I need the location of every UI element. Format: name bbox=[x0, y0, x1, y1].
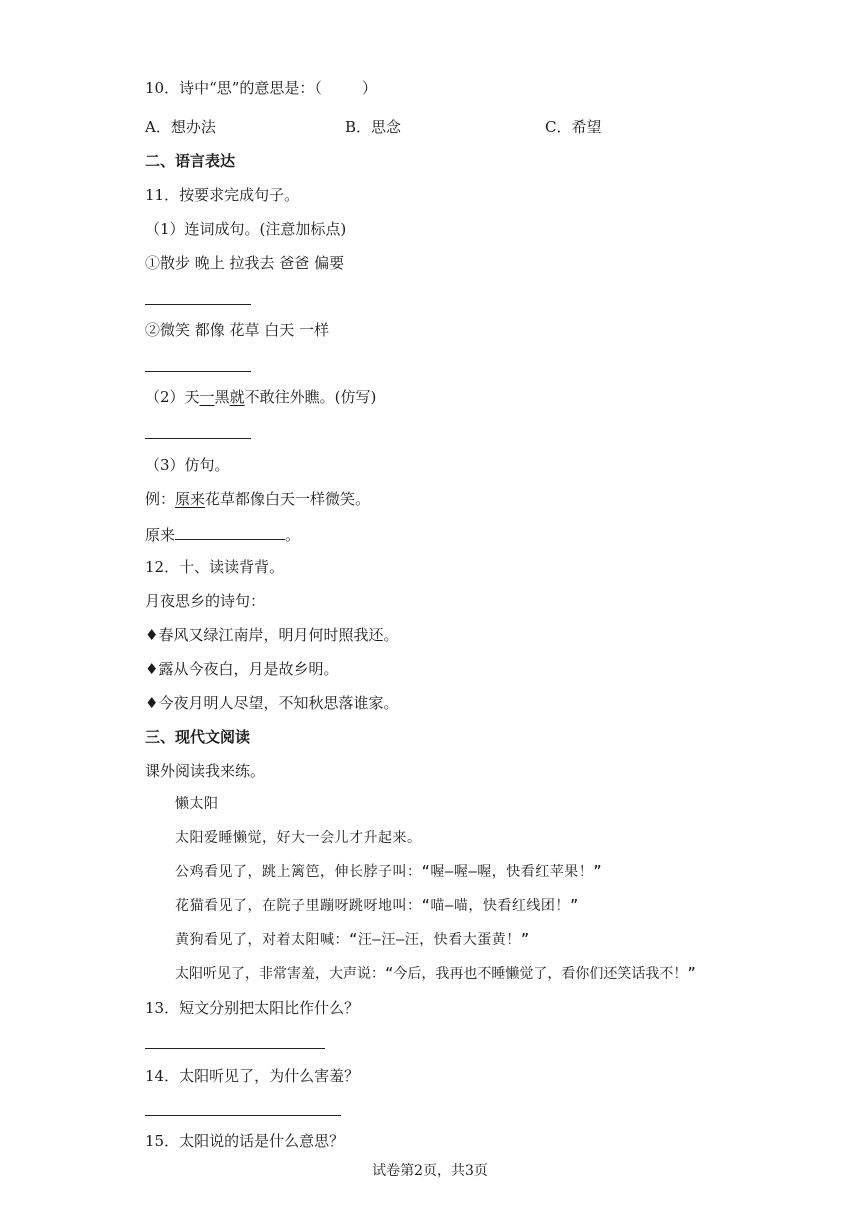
poem-line: ♦今夜月明人尽望，不知秋思落谁家。 bbox=[145, 694, 399, 712]
answer-line[interactable] bbox=[145, 371, 251, 372]
question-11-item-2: ②微笑 都像 花草 白天 一样 bbox=[145, 321, 330, 339]
answer-sentence bbox=[145, 523, 300, 545]
example-sentence bbox=[145, 489, 370, 509]
poem-intro: 月夜思乡的诗句： bbox=[145, 592, 266, 610]
section-2-title: 二、语言表达 bbox=[145, 152, 236, 170]
part-2-text: （2）天 bbox=[145, 388, 200, 406]
example-underlined-word: 原来 bbox=[175, 490, 206, 508]
question-10-options bbox=[145, 117, 601, 137]
answer-prefix: 原来 bbox=[145, 526, 176, 544]
part-2-underlined-word: 就 bbox=[229, 388, 245, 406]
question-11-part-2 bbox=[145, 387, 376, 407]
question-10-text: 10．诗中“思”的意思是：（ bbox=[145, 79, 322, 97]
question-11-part-3: （3）仿句。 bbox=[145, 456, 230, 474]
question-13-stem: 13．短文分别把太阳比作什么？ bbox=[145, 999, 360, 1017]
example-prefix: 例： bbox=[145, 490, 176, 508]
passage-title: 懒太阳 bbox=[175, 796, 219, 812]
option-a: A．想办法 bbox=[145, 118, 216, 136]
question-12-stem: 12．十、读读背背。 bbox=[145, 558, 285, 576]
part-2-underlined-word: 一 bbox=[199, 388, 215, 406]
answer-line[interactable] bbox=[145, 1115, 341, 1116]
passage-paragraph: 花猫看见了，在院子里蹦呀跳呀地叫：“喵—喵，快看红线团！” bbox=[175, 898, 579, 914]
answer-blank[interactable] bbox=[175, 523, 285, 540]
passage-paragraph: 太阳听见了，非常害羞，大声说：“今后，我再也不睡懒觉了，看你们还笑话我不！” bbox=[175, 966, 696, 982]
example-rest: 花草都像白天一样微笑。 bbox=[205, 490, 371, 508]
answer-suffix: 。 bbox=[285, 526, 301, 544]
option-c: C．希望 bbox=[545, 118, 602, 136]
part-2-text: 黑 bbox=[214, 388, 230, 406]
answer-line[interactable] bbox=[145, 1048, 325, 1049]
question-10-stem bbox=[145, 78, 377, 98]
poem-line: ♦春风又绿江南岸，明月何时照我还。 bbox=[145, 626, 399, 644]
part-2-text: 不敢往外瞧。(仿写) bbox=[244, 388, 377, 406]
reading-intro: 课外阅读我来练。 bbox=[145, 762, 266, 780]
page-footer: 试卷第2页，共3页 bbox=[372, 1163, 488, 1179]
question-11-stem: 11．按要求完成句子。 bbox=[145, 186, 300, 204]
question-11-part-1: （1）连词成句。(注意加标点) bbox=[145, 220, 347, 238]
passage-paragraph: 太阳爱睡懒觉，好大一会儿才升起来。 bbox=[175, 830, 422, 846]
question-15-stem: 15．太阳说的话是什么意思？ bbox=[145, 1132, 345, 1150]
passage-paragraph: 公鸡看见了，跳上篱笆，伸长脖子叫：“喔—喔—喔，快看红苹果！” bbox=[175, 864, 603, 880]
answer-line[interactable] bbox=[145, 438, 251, 439]
answer-line[interactable] bbox=[145, 304, 251, 305]
section-3-title: 三、现代文阅读 bbox=[145, 728, 251, 746]
question-11-item-1: ①散步 晚上 拉我去 爸爸 偏要 bbox=[145, 254, 345, 272]
passage-paragraph: 黄狗看见了，对着太阳喊：“汪—汪—汪，快看大蛋黄！” bbox=[175, 932, 530, 948]
question-10-paren-close: ） bbox=[361, 79, 377, 97]
option-b: B．思念 bbox=[345, 118, 402, 136]
poem-line: ♦露从今夜白，月是故乡明。 bbox=[145, 660, 339, 678]
question-14-stem: 14．太阳听见了，为什么害羞？ bbox=[145, 1067, 360, 1085]
